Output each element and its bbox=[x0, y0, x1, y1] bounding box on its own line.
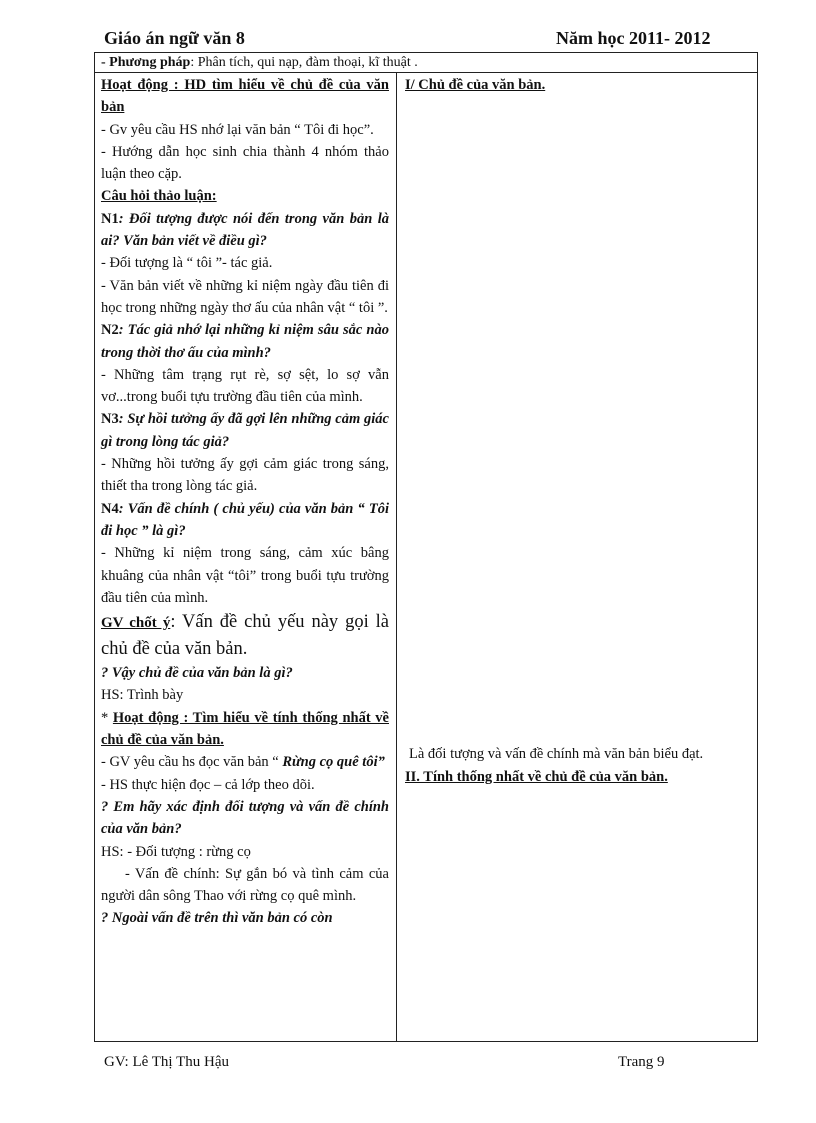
question-identify: ? Em hãy xác định đối tượng và vấn đề chính của văn bản? bbox=[101, 798, 389, 838]
notes-column bbox=[405, 74, 749, 788]
lesson-table bbox=[94, 52, 758, 1042]
column-divider bbox=[396, 73, 397, 1041]
gv-read-request: - GV yêu cầu hs đọc văn bản “ Rừng cọ quê tôi” bbox=[101, 754, 385, 771]
footer-teacher: GV: Lê Thị Thu Hậu bbox=[104, 1054, 229, 1070]
n2-question: N2: Tác giả nhớ lại những kỉ niệm sâu sắc nào trong thời thơ ấu của mình? bbox=[101, 322, 389, 361]
hs-present: HS: Trình bày bbox=[101, 687, 184, 704]
section-2-heading: II. Tính thống nhất về chủ đề của văn bản. bbox=[405, 768, 668, 785]
hs-reading: - HS thực hiện đọc – cả lớp theo dõi. bbox=[101, 776, 315, 793]
method-row bbox=[95, 53, 757, 73]
activity-1-step-2: - Hướng dẫn học sinh chia thành 4 nhóm thảo luận theo cặp. bbox=[101, 143, 389, 183]
notes-spacer bbox=[405, 96, 749, 743]
header-title: Giáo án ngữ văn 8 bbox=[104, 28, 245, 48]
n1-answer-2: - Văn bản viết về những kỉ niệm ngày đầu tiên đi học trong những ngày thơ ấu của nhân vật “ tôi ”. bbox=[101, 277, 389, 316]
n3-question: N3: Sự hồi tưởng ấy đã gợi lên những cảm giác gì trong lòng tác giả? bbox=[101, 411, 389, 450]
hs-answer-issue: - Vấn đề chính: Sự gắn bó và tình cảm của người dân sông Thao với rừng cọ quê mình. bbox=[101, 865, 389, 905]
activity-2-heading: * Hoạt động : Tìm hiểu về tính thống nhất về chủ đề của văn bản. bbox=[101, 709, 389, 749]
topic-definition: Là đối tượng và vấn đề chính mà văn bản biểu đạt. bbox=[409, 746, 704, 763]
n1-answer-1: - Đối tượng là “ tôi ”- tác giả. bbox=[101, 255, 273, 272]
activities-column bbox=[101, 74, 389, 930]
discussion-heading: Câu hỏi thảo luận: bbox=[101, 188, 217, 205]
activity-1-heading: Hoạt động : HD tìm hiểu về chủ đề của văn bản bbox=[101, 77, 389, 116]
question-topic: ? Vậy chủ đề của văn bản là gì? bbox=[101, 665, 293, 682]
gv-conclusion: GV chốt ý: Vấn đề chủ yếu này gọi là chủ đề của văn bản. bbox=[101, 612, 389, 660]
question-other-issue: ? Ngoài vấn đề trên thì văn bản có còn bbox=[101, 910, 333, 927]
footer-page-number: Trang 9 bbox=[618, 1054, 665, 1070]
n2-answer: - Những tâm trạng rụt rè, sợ sệt, lo sợ vẫn vơ...trong buổi tựu trường đầu tiên của mình. bbox=[101, 366, 389, 406]
section-1-heading: I/ Chủ đề của văn bản. bbox=[405, 77, 546, 93]
header-school-year: Năm học 2011- 2012 bbox=[556, 28, 711, 48]
hs-answer-object: HS: - Đối tượng : rừng cọ bbox=[101, 843, 251, 860]
method-label: - Phương pháp bbox=[101, 55, 191, 70]
n4-question: N4: Vấn đề chính ( chủ yếu) của văn bản “ Tôi đi học ” là gì? bbox=[101, 500, 389, 539]
method-text: : Phân tích, qui nạp, đàm thoại, kĩ thuật . bbox=[190, 55, 418, 70]
n3-answer: - Những hồi tưởng ấy gợi cảm giác trong sáng, thiết tha trong lòng tác giả. bbox=[101, 456, 389, 495]
n1-question: N1: Đối tượng được nói đến trong văn bản là ai? Văn bản viết về điều gì? bbox=[101, 210, 389, 250]
n4-answer: - Những kỉ niệm trong sáng, cảm xúc bâng khuâng của nhân vật “tôi” trong buổi tựu trường đầu tiên của mình. bbox=[101, 545, 389, 606]
activity-1-step-1: - Gv yêu cầu HS nhớ lại văn bản “ Tôi đi học”. bbox=[101, 121, 374, 138]
